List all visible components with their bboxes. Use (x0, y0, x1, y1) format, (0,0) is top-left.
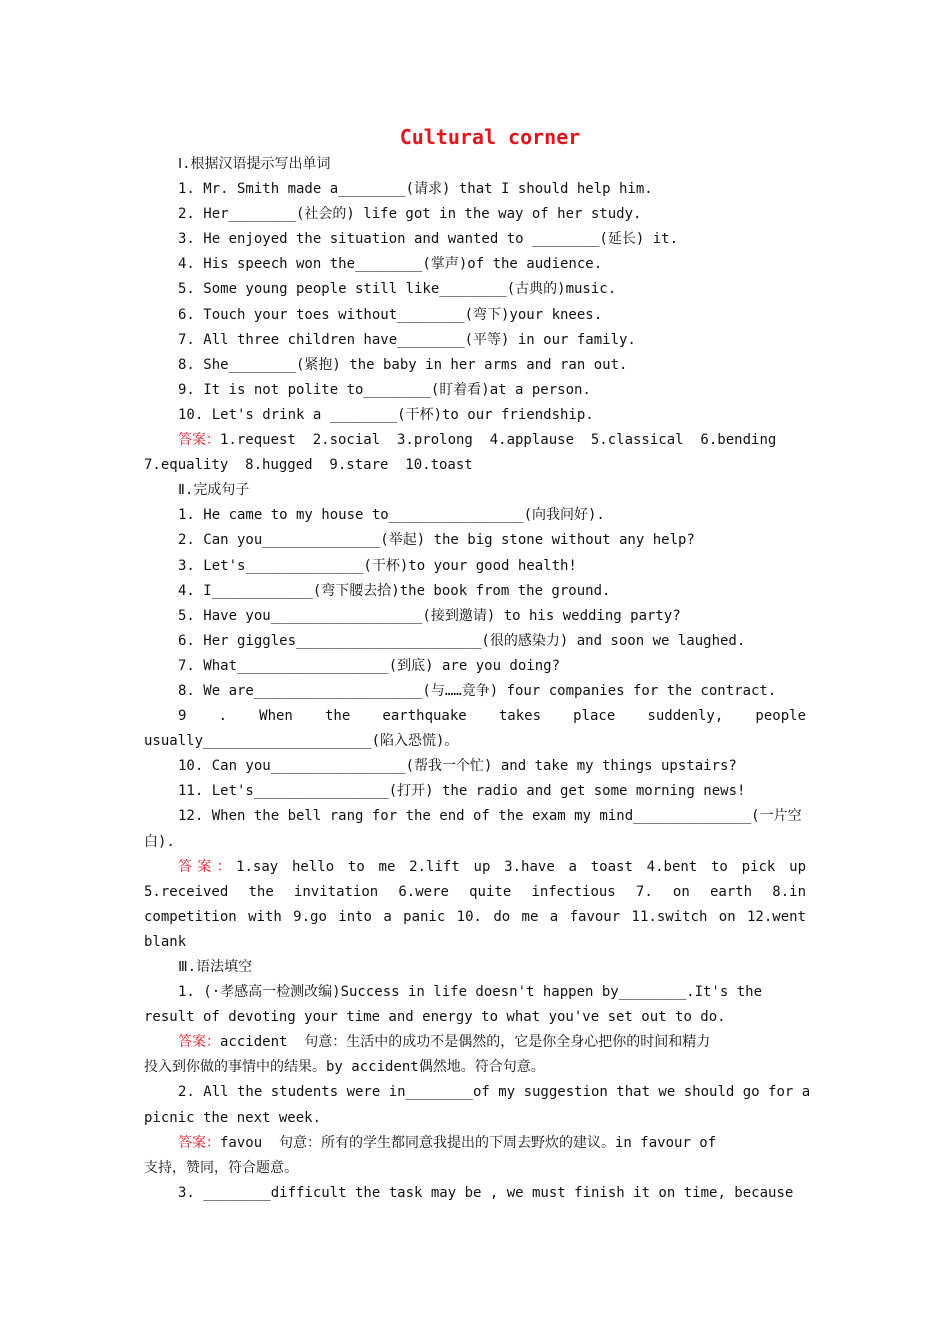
exercise-item: 7. What__________________(到底) are you doing? (178, 657, 561, 674)
section2-answer (144, 855, 806, 880)
answer-label: 答案： (178, 1134, 220, 1151)
exercise-item: 9. It is not polite to________(盯着看)at a person. (178, 381, 591, 398)
section1-answer (144, 428, 806, 453)
answer-text: competition with 9.go into a panic 10. do me a favour 11.switch on 12.went (144, 908, 806, 925)
exercise-item-continued: usually____________________(陷入恐慌)。 (144, 733, 459, 750)
exercise-item: 12. When the bell rang for the end of the exam my mind______________(一片空 (178, 808, 802, 825)
exercise-item: 6. Her giggles______________________(很的感染力) and soon we laughed. (178, 632, 746, 649)
exercise-item: 5. Some young people still like________(古典的)music. (178, 281, 617, 298)
exercise-item: 1. (·孝感高一检测改编)Success in life doesn't happen by________.It's the (178, 984, 763, 1001)
exercise-item: 10. Let's drink a ________(干杯)to our friendship. (178, 406, 594, 423)
answer-text: 7.equality 8.hugged 9.stare 10.toast (144, 457, 473, 474)
exercise-item-continued: picnic the next week. (144, 1109, 322, 1126)
answer-text: favou 句意：所有的学生都同意我提出的下周去野炊的建议。in favour of (220, 1134, 717, 1151)
answer-label: 答案： (178, 1034, 220, 1051)
answer-text: 1.request 2.social 3.prolong 4.applause 5.classical 6.bending (220, 432, 777, 449)
document-page (144, 122, 811, 1206)
answer-label: 答案： (178, 432, 220, 449)
exercise-item-continued: result of devoting your time and energy to what you've set out to do. (144, 1009, 726, 1026)
answer-label: 答案： (178, 858, 237, 875)
exercise-item-continued: 白). (144, 833, 175, 850)
question-answer (144, 1131, 806, 1156)
exercise-item: 4. I____________(弯下腰去拾)the book from the ground. (178, 582, 611, 599)
section2-heading: Ⅱ.完成句子 (178, 482, 250, 499)
answer-text: 5.received the invitation 6.were quite infectious 7. on earth 8.in (144, 883, 806, 900)
section1-heading: Ⅰ.根据汉语提示写出单词 (178, 156, 331, 172)
exercise-item: 7. All three children have________(平等) in our family. (178, 331, 636, 348)
exercise-item: 8. We are____________________(与……竞争) four companies for the contract. (178, 682, 777, 699)
page-title: Cultural corner (399, 125, 581, 149)
answer-text: 支持，赞同，符合题意。 (144, 1159, 298, 1176)
exercise-item: 5. Have you__________________(接到邀请) to his wedding party? (178, 607, 681, 624)
question-answer (144, 1030, 806, 1055)
exercise-item: 6. Touch your toes without________(弯下)your knees. (178, 306, 603, 323)
exercise-item: 8. She________(紧抱) the baby in her arms and ran out. (178, 356, 628, 373)
section3-heading: Ⅲ.语法填空 (178, 959, 253, 975)
exercise-item: 2. Her________(社会的) life got in the way of her study. (178, 206, 642, 223)
answer-text: accident 句意：生活中的成功不是偶然的，它是你全身心把你的时间和精力 (220, 1034, 711, 1051)
exercise-item: 4. His speech won the________(掌声)of the audience. (178, 256, 603, 273)
exercise-item: 2. Can you______________(举起) the big stone without any help? (178, 532, 695, 549)
exercise-item: 3. He enjoyed the situation and wanted to ________(延长) it. (178, 231, 679, 248)
exercise-item: 11. Let's________________(打开) the radio and get some morning news! (178, 783, 746, 800)
exercise-item: 9 . When the earthquake takes place suddenly, people (178, 708, 806, 725)
exercise-item: 2. All the students were in________of my suggestion that we should go for a (178, 1084, 811, 1101)
exercise-item: 10. Can you________________(帮我一个忙) and take my things upstairs? (178, 758, 737, 775)
exercise-item: 1. He came to my house to________________(向我问好). (178, 507, 605, 524)
answer-text: blank (144, 933, 187, 950)
exercise-item: 3. Let's______________(干杯)to your good health! (178, 557, 577, 574)
answer-text: 1.say hello to me 2.lift up 3.have a toast 4.bent to pick up (236, 858, 806, 875)
answer-text: 投入到你做的事情中的结果。by accident偶然地。符合句意。 (144, 1059, 545, 1076)
exercise-item: 1. Mr. Smith made a________(请求) that I should help him. (178, 181, 653, 198)
exercise-item: 3. ________difficult the task may be , we must finish it on time, because (178, 1184, 794, 1201)
